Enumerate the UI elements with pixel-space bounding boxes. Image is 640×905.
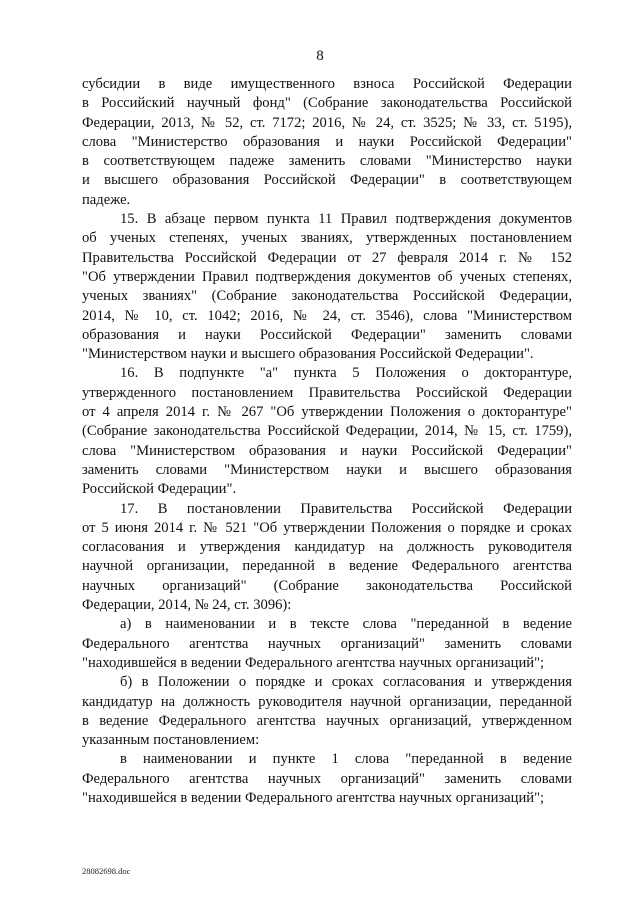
text-line: от 5 июня 2014 г. № 521 "Об утверждении Положения о порядке и сроках <box>82 519 572 536</box>
text-line: об ученых степенях, ученых званиях, утвержденных постановлением <box>82 230 572 247</box>
text-line: а) в наименовании и в тексте слова "переданной в ведение <box>120 616 572 633</box>
text-line: научных организаций" (Собрание законодательства Российской <box>82 577 572 594</box>
text-line: "находившейся в ведении Федерального агентства научных организаций"; <box>82 789 545 806</box>
text-line: указанным постановлением: <box>82 732 260 749</box>
text-line: согласования и утверждения кандидатур на должность руководителя <box>82 539 572 556</box>
document-code: 28082698.doc <box>82 866 131 876</box>
page-number: 8 <box>316 48 324 64</box>
document-body <box>82 75 572 808</box>
text-line: в соответствующем падеже заменить словами "Министерство науки <box>82 153 572 170</box>
text-line: Федерального агентства научных организаций" заменить словами <box>82 770 572 787</box>
text-line: и высшего образования Российской Федерации" в соответствующем <box>82 172 572 189</box>
text-line: в Российский научный фонд" (Собрание законодательства Российской <box>82 95 572 112</box>
text-line: в ведение Федерального агентства научных организаций, утвержденном <box>82 712 572 729</box>
text-line: Российской Федерации". <box>82 481 237 498</box>
text-line: (Собрание законодательства Российской Федерации, 2014, № 15, ст. 1759), <box>82 423 572 440</box>
text-line: кандидатур на должность руководителя научной организации, переданной <box>82 693 572 710</box>
text-line: Федерации, 2014, № 24, ст. 3096): <box>82 597 292 614</box>
text-line: слова "Министерством образования и науки Российской Федерации" <box>82 442 572 459</box>
text-line: падеже. <box>82 191 131 208</box>
text-line: "находившейся в ведении Федерального агентства научных организаций"; <box>82 654 545 671</box>
text-line: в наименовании и пункте 1 слова "переданной в ведение <box>120 751 572 768</box>
text-line: 17. В постановлении Правительства Российской Федерации <box>120 500 572 517</box>
text-line: "Министерством науки и высшего образования Российской Федерации". <box>82 346 534 363</box>
text-line: Федерального агентства научных организаций" заменить словами <box>82 635 572 652</box>
text-line: 15. В абзаце первом пункта 11 Правил подтверждения документов <box>120 211 572 228</box>
text-line: Правительства Российской Федерации от 27 февраля 2014 г. № 152 <box>82 249 572 266</box>
text-line: заменить словами "Министерством науки и высшего образования <box>82 461 572 478</box>
text-line: образования и науки Российской Федерации" заменить словами <box>82 326 572 343</box>
text-line: слова "Министерство образования и науки Российской Федерации" <box>82 133 572 150</box>
text-line: б) в Положении о порядке и сроках согласования и утверждения <box>120 674 572 691</box>
text-line: научной организации, переданной в ведение Федерального агентства <box>82 558 572 575</box>
text-line: ученых званиях" (Собрание законодательства Российской Федерации, <box>82 288 572 305</box>
text-line: Федерации, 2013, № 52, ст. 7172; 2016, № 24, ст. 3525; № 33, ст. 5195), <box>82 114 572 131</box>
text-line: от 4 апреля 2014 г. № 267 "Об утверждении Положения о докторантуре" <box>82 404 572 421</box>
text-line: 2014, № 10, ст. 1042; 2016, № 24, ст. 3546), слова "Министерством <box>82 307 572 324</box>
text-line: субсидии в виде имущественного взноса Российской Федерации <box>82 76 572 92</box>
text-line: 16. В подпункте "а" пункта 5 Положения о докторантуре, <box>120 365 572 382</box>
text-line: утвержденного постановлением Правительства Российской Федерации <box>82 384 572 401</box>
text-line: "Об утверждении Правил подтверждения документов об ученых степенях, <box>82 268 572 285</box>
